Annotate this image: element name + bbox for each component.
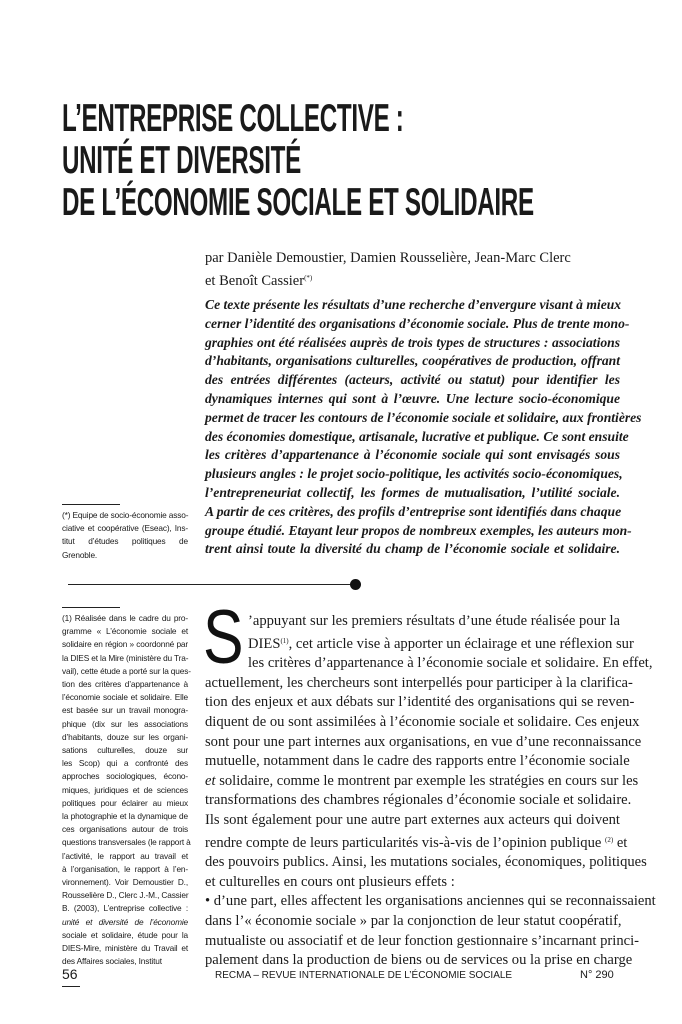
body-line: DIES$^{(1)}$, cet article vise à apporter un éclairage et une réflexion sur bbox=[248, 635, 634, 652]
text-line: Grenoble. bbox=[62, 549, 98, 560]
text-line: B. (2003), L’entreprise collective : bbox=[62, 903, 188, 914]
text-line: à l’organisation, le rapport à l’en- bbox=[62, 863, 188, 874]
text-line: vironnement). Voir Demoustier D., bbox=[62, 877, 188, 888]
text-line: l’activité, le rapport au travail et bbox=[62, 850, 188, 861]
page-number: 56 bbox=[62, 966, 78, 982]
body-line: et solidaire, comme le montrent par exemple les stratégies en cours sur les bbox=[205, 772, 639, 789]
text-line: gramme « L’économie sociale et bbox=[62, 626, 188, 637]
text-line: questions transversales (le rapport à bbox=[62, 837, 191, 848]
text-line: unité et diversité de l’économie bbox=[62, 916, 188, 927]
text-line: les critères d’appartenance à l’économie sociale qui sont envisagés sous bbox=[205, 447, 620, 463]
body-line: ’appuyant sur les premiers résultats d’une étude réalisée pour la bbox=[248, 613, 620, 629]
text-line: titut d’études politiques de bbox=[62, 536, 188, 547]
body-text bbox=[205, 612, 656, 971]
text-line: les Scop) qui a confronté des bbox=[62, 758, 188, 769]
text-line: ciative et coopérative (Eseac), Ins- bbox=[62, 523, 188, 534]
title-line: L’ENTREPRISE COLLECTIVE : bbox=[62, 97, 404, 140]
body-line: des pouvoirs publics. Ainsi, les mutations sociales, économiques, politiques bbox=[205, 854, 647, 871]
journal-name: RECMA – REVUE INTERNATIONALE DE L’ÉCONOMIE SOCIALE bbox=[215, 970, 513, 981]
section-separator bbox=[68, 584, 355, 585]
text-line: dynamiques internes qui sont à l’œuvre. Une lecture socio-économique bbox=[205, 390, 620, 406]
body-line: palement dans la production de biens ou de services ou la prise en charge bbox=[205, 952, 633, 969]
text-line: A partir de ces critères, des profils d’entreprise sont identifiés dans chaque bbox=[205, 503, 622, 519]
text-line: miques, juridiques et de sciences bbox=[62, 784, 188, 795]
title-line: UNITÉ ET DIVERSITÉ bbox=[62, 139, 301, 182]
text-line: d’habitants, douze sur les organi- bbox=[62, 731, 188, 742]
body-line: • d’une part, elles affectent les organisations anciennes qui se reconnaissaient bbox=[205, 893, 656, 910]
text-line: des économies domestique, artisanale, lucrative et publique. Ce sont ensuite bbox=[205, 428, 629, 444]
text-line: cerner l’identité des organisations d’économie sociale. Plus de trente mono- bbox=[205, 315, 630, 331]
text-line: graphies ont été réalisées auprès de trois types de structures : associations bbox=[205, 334, 620, 350]
abstract bbox=[205, 296, 642, 559]
text-line: permet de tracer les contours de l’économie sociale et solidaire, aux frontières bbox=[205, 409, 642, 425]
text-line: trent ainsi toute la diversité du champ de l’économie sociale et solidaire. bbox=[205, 541, 620, 557]
text-line: sations culturelles, douze sur bbox=[62, 745, 188, 756]
text-line: des Affaires sociales, Institut bbox=[62, 956, 162, 967]
body-line: mutuelle, notamment dans le cadre des rapports entre l’économie sociale bbox=[205, 753, 630, 770]
text-line: (1) Réalisée dans le cadre du pro- bbox=[62, 613, 188, 623]
text-line: solidaire en région » coordonné par bbox=[62, 639, 188, 650]
body-line: diquent de ou sont assimilées à l’économie sociale et solidaire. Ces enjeux bbox=[205, 713, 640, 730]
text-line: sociale et solidaire, étude pour la bbox=[62, 929, 188, 940]
text-line: Rousselière D., Clerc J.-M., Cassier bbox=[62, 890, 189, 901]
authors-line: par Danièle Demoustier, Damien Rousselière, Jean-Marc Clerc bbox=[205, 250, 571, 266]
text-line: vail), cette étude a porté sur la ques- bbox=[62, 665, 191, 676]
text-line: tion des critères d’appartenance à bbox=[62, 679, 188, 690]
body-line: dans l’« économie sociale » par la conjonction de leur statut coopératif, bbox=[205, 912, 622, 929]
title-line: DE L’ÉCONOMIE SOCIALE ET SOLIDAIRE bbox=[62, 181, 534, 224]
footnote-rule bbox=[62, 504, 120, 505]
footnote-1 bbox=[62, 612, 191, 968]
text-line: des entrées différentes (acteurs, activité ou statut) pour identifier les bbox=[205, 372, 620, 388]
page-number-rule bbox=[62, 986, 80, 987]
body-line: transformations des chambres régionales d’économie sociale et solidaire. bbox=[205, 792, 632, 809]
authors-line: et Benoît Cassier bbox=[205, 273, 305, 289]
body-line: tion des enjeux et aux débats sur l’identité des organisations qui se reven- bbox=[205, 694, 635, 711]
body-line: mutualiste ou associatif et de leur fonction gestionnaire s’incarnant princi- bbox=[205, 932, 640, 949]
text-line: plusieurs angles : le projet socio-politique, les activités socio-économiques, bbox=[205, 466, 623, 482]
footnote-marker: (*) bbox=[304, 274, 313, 282]
text-line: d’habitants, organisations culturelles, coopératives de production, offrant bbox=[205, 353, 620, 369]
authors bbox=[205, 248, 571, 291]
body-line: sont pour une part internes aux organisations, en vue d’une reconnaissance bbox=[205, 733, 642, 750]
body-line: actuellement, les chercheurs sont interpellés pour participer à la clarifica- bbox=[205, 674, 633, 691]
drop-cap: S bbox=[203, 595, 244, 680]
text-line: groupe étudié. Etayant leur propos de nombreux exemples, les auteurs mon- bbox=[205, 522, 632, 538]
text-line: la DIES et la Mire (ministère du Tra- bbox=[62, 652, 189, 663]
text-line: phique (dix sur les associations bbox=[62, 718, 188, 729]
text-line: est basée sur un travail monogra- bbox=[62, 705, 188, 716]
text-line: la photographie et la dynamique de bbox=[62, 811, 188, 822]
footnote-ref: (1) bbox=[280, 636, 289, 645]
footnote-rule bbox=[62, 607, 120, 608]
issue-number: N° 290 bbox=[580, 969, 614, 981]
text-line: Ce texte présente les résultats d’une recherche d’envergure visant à mieux bbox=[205, 297, 622, 312]
text-line: ces organisations autour de trois bbox=[62, 824, 188, 835]
text-line: DIES-Mire, ministère du Travail et bbox=[62, 943, 188, 954]
body-line: rendre compte de leurs particularités vis-à-vis de l’opinion publique $^{(2)}$ et bbox=[205, 834, 628, 851]
body-line: les critères d’appartenance à l’économie sociale et solidaire. En effet, bbox=[248, 655, 653, 672]
separator-dot bbox=[350, 579, 361, 590]
text-line: l’économie sociale et solidaire. Elle bbox=[62, 692, 188, 703]
text-line: (*) Equipe de socio-économie asso- bbox=[62, 510, 189, 520]
footnote-ref: (2) bbox=[605, 835, 614, 844]
text-line: l’entrepreneuriat collectif, les formes de mutualisation, l’utilité sociale. bbox=[205, 484, 620, 500]
footnote-affiliation bbox=[62, 509, 188, 562]
text-line: approches sociologiques, écono- bbox=[62, 771, 188, 782]
article-title bbox=[62, 98, 682, 224]
text-line: politiques pour éclairer au mieux bbox=[62, 797, 188, 808]
body-line: et culturelles en cours ont plusieurs effets : bbox=[205, 873, 455, 890]
body-line: Ils sont également pour une autre part externes aux acteurs qui doivent bbox=[205, 811, 620, 828]
